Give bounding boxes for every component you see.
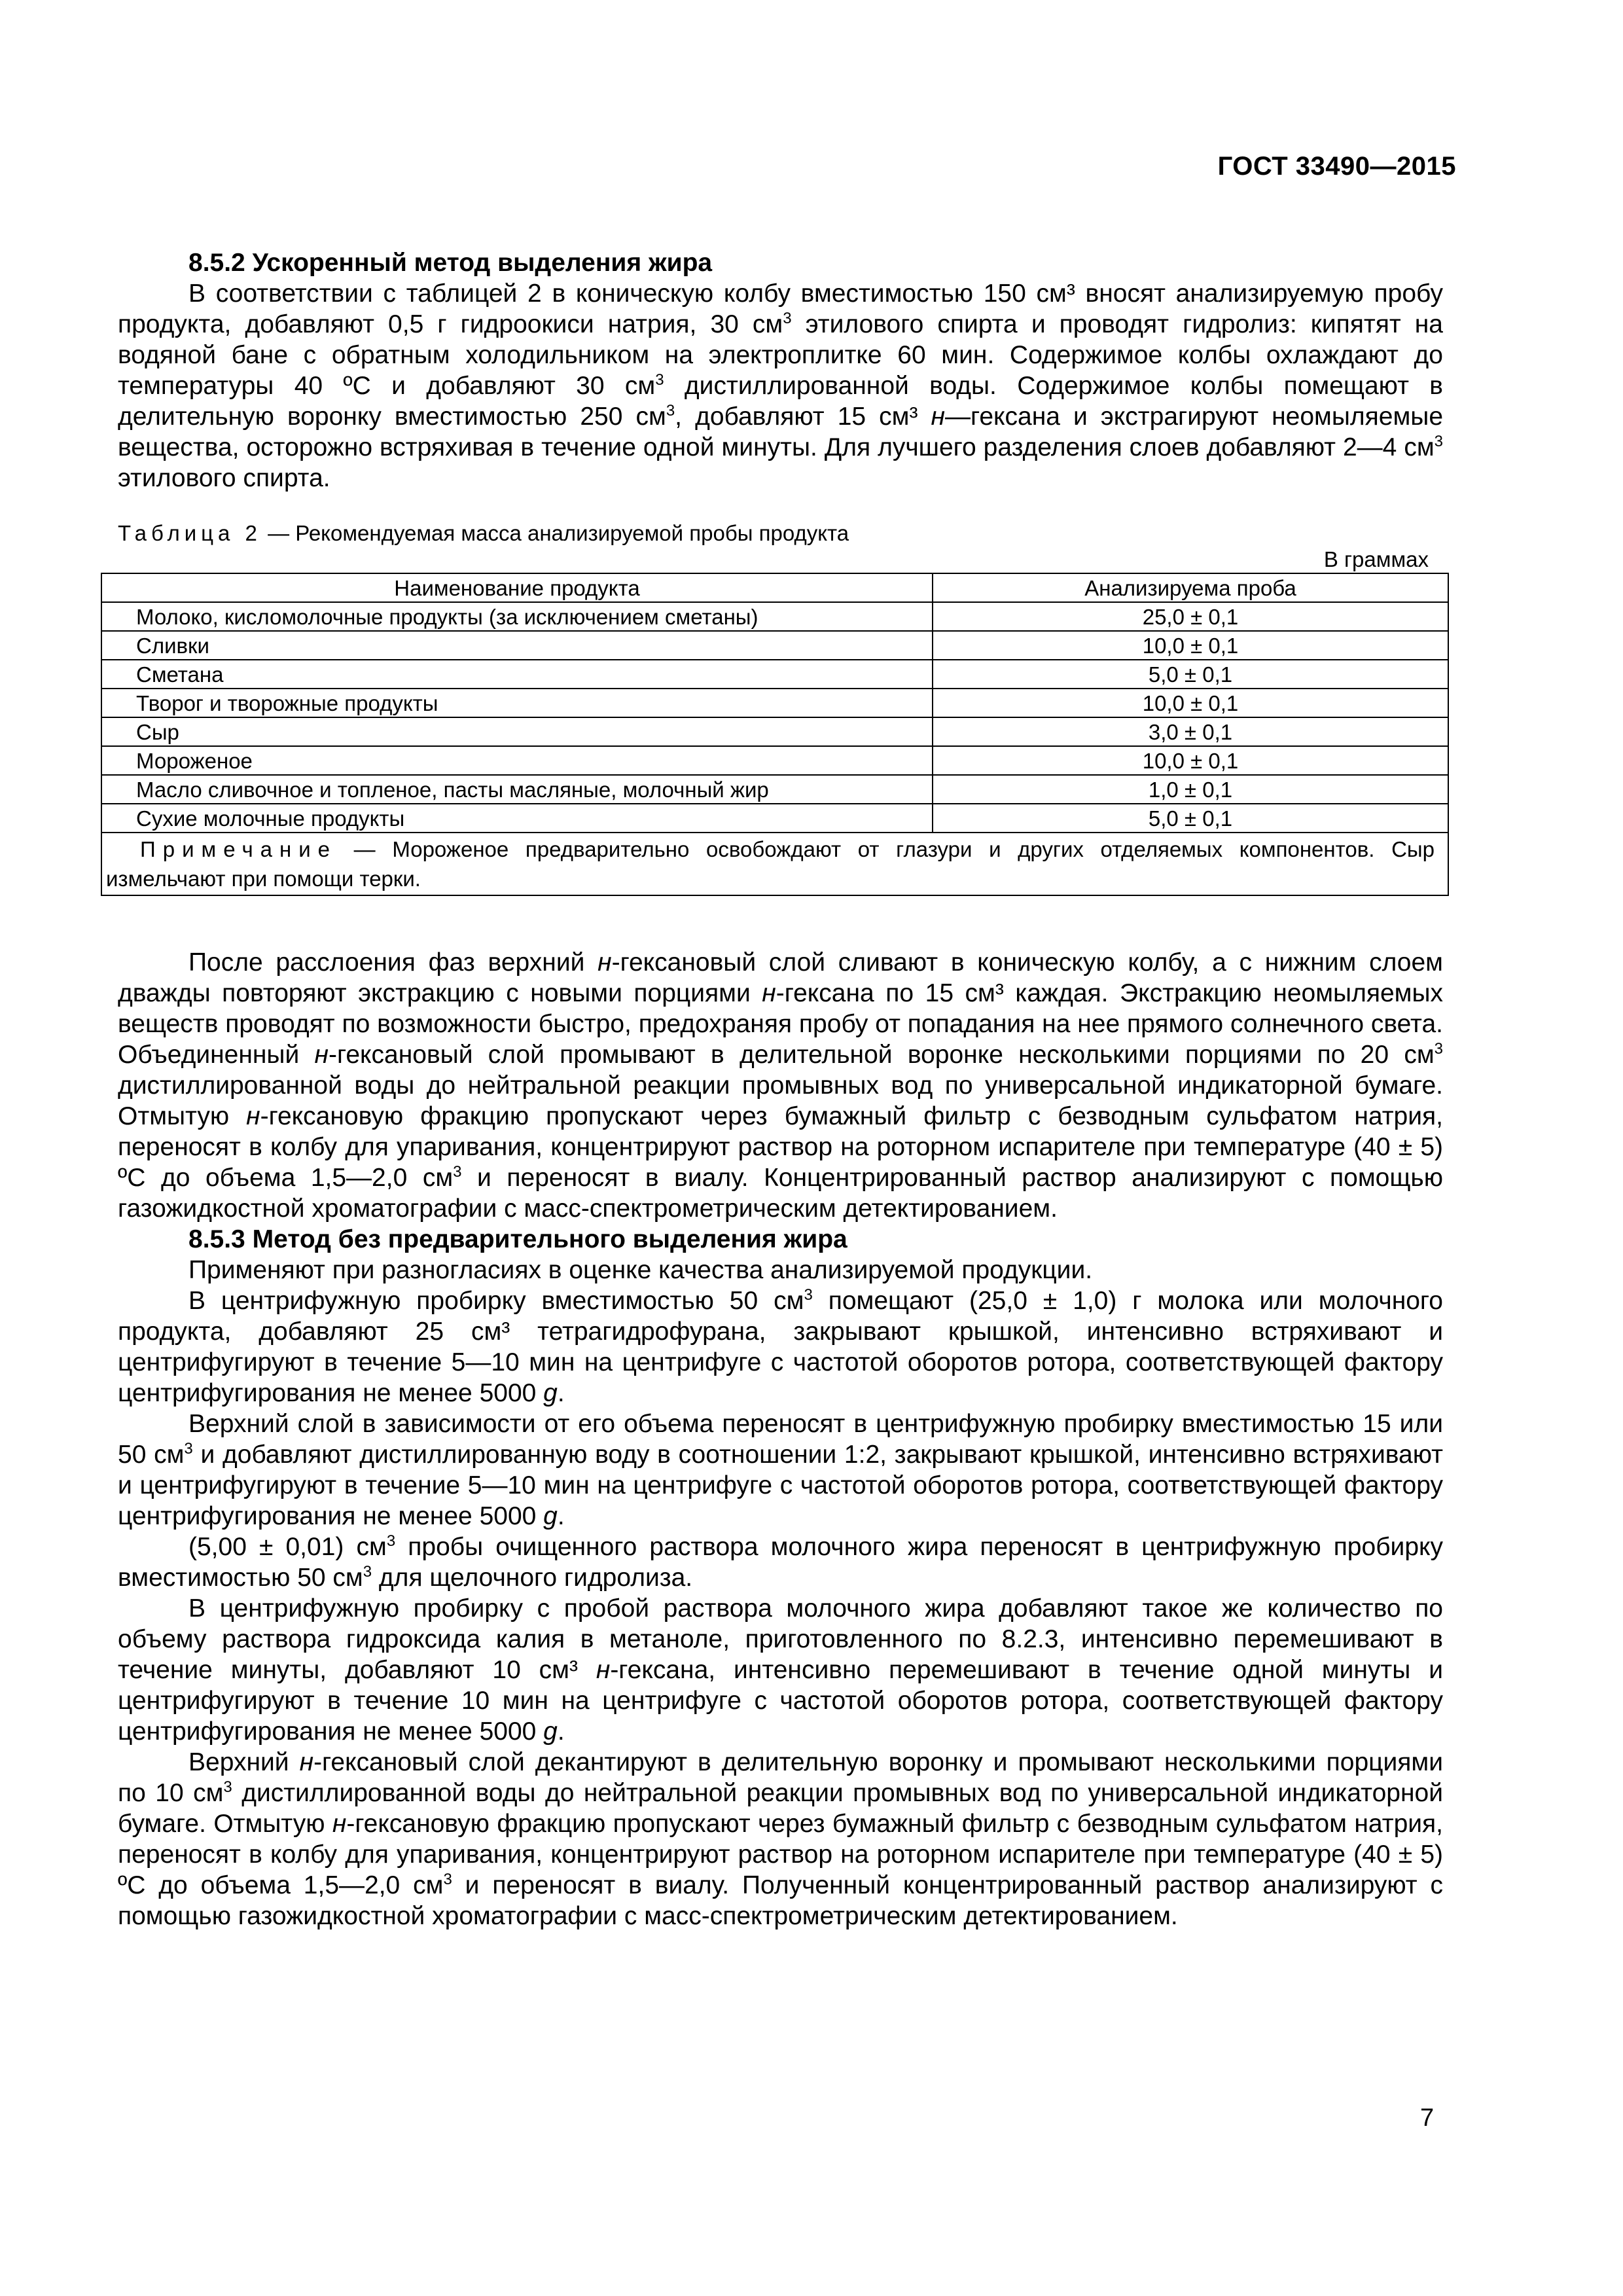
table-note — [101, 833, 1448, 895]
sample-mass-cell: 3,0 ± 0,1 — [933, 717, 1448, 746]
product-name-cell: Творог и творожные продукты — [101, 689, 933, 717]
table-row — [101, 775, 1448, 804]
page-content — [106, 247, 1444, 1931]
table-row — [101, 804, 1448, 833]
section-8-5-2-paragraph: В соответствии с таблицей 2 в коническую колбу вместимостью 150 см³ вносят анализируемую пробу продукта, добавляют 0,5 г гидроокиси натрия, 30 $см^3$ этилового спирта и проводят гидролиз: кипятят на водяной бане с обратным холодильником на электроплитке 60 мин. Содержимое колбы охлаждают до температуры 40 ºС и добавляют 30 $см^3$ дистиллированной воды. Содержимое колбы помещают в делительную воронку вместимостью 250 $см^3$, добавляют 15 см³ н—гексана и экстрагируют неомыляемые вещества, осторожно встряхивая в течение одной минуты. Для лучшего разделения слоев добавляют 2—4 $см^3$ этилового спирта. — [118, 279, 1444, 492]
sample-mass-cell: 5,0 ± 0,1 — [933, 660, 1448, 689]
product-name-cell: Мороженое — [101, 746, 933, 775]
product-name-cell: Сыр — [101, 717, 933, 746]
koh-methanol-paragraph: В центрифужную пробирку с пробой раствора молочного жира добавляют такое же количество по объему раствора гидроксида калия в метаноле, приготовленного по 8.2.3, интенсивно перемешивают в течение минуты, добавляют 10 см³ н-гексана, интенсивно перемешивают в течение одной минуты и центрифугируют в течение 10 мин на центрифуге с частотой оборотов ротора, соответствующей фактору центрифугирования не менее 5000 g. — [118, 1594, 1443, 1746]
table-2 — [101, 573, 1449, 896]
centrifuge-paragraph-1: В центрифужную пробирку вместимостью 50 $см^3$ помещают (25,0 ± 1,0) г молока или молочного продукта, добавляют 25 см³ тетрагидрофурана, закрывают крышкой, интенсивно встряхивают и центрифугируют в течение 5—10 мин на центрифуге с частотой оборотов ротора, соответствующей фактору центрифугирования не менее 5000 g. — [118, 1286, 1443, 1407]
sample-mass-cell: 25,0 ± 0,1 — [933, 602, 1448, 631]
section-8-5-3-heading: 8.5.3 Метод без предварительного выделения жира — [188, 1225, 847, 1253]
table-2-caption-title: — Рекомендуемая масса анализируемой пробы продукта — [261, 521, 849, 545]
sample-mass-cell: 1,0 ± 0,1 — [933, 775, 1448, 804]
product-name-cell: Сливки — [101, 631, 933, 660]
decant-paragraph: Верхний н-гексановый слой декантируют в делительную воронку и промывают несколькими порциями по 10 $см^3$ дистиллированной воды до нейтральной реакции промывных вод по универсальной индикаторной бумаге. Отмытую н-гексановую фракцию пропускают через бумажный фильтр с безводным сульфатом натрия, переносят в колбу для упаривания, концентрируют раствор на роторном испарителе при температуре (40 ± 5) ºС до объема 1,5—2,0 $см^3$ и переносят в виалу. Полученный концентрированный раствор анализируют с помощью газожидкостной хроматографии с масс-спектрометрическим детектированием. — [118, 1748, 1444, 1930]
table-note-lead: Примечание — [140, 837, 338, 861]
table-row — [101, 689, 1448, 717]
section-8-5-3-intro: Применяют при разногласиях в оценке качества анализируемой продукции. — [188, 1256, 1093, 1284]
table-2-units: В граммах — [1323, 547, 1429, 571]
product-name-cell: Сухие молочные продукты — [101, 804, 933, 833]
table-2-caption — [118, 520, 1443, 547]
table-row — [101, 717, 1448, 746]
table-2-caption-lead: Таблица 2 — [118, 521, 262, 545]
sample-mass-cell: 10,0 ± 0,1 — [933, 631, 1448, 660]
table-note-row — [101, 833, 1448, 895]
sample-mass-cell: 5,0 ± 0,1 — [933, 804, 1448, 833]
table-row — [101, 631, 1448, 660]
centrifuge-paragraph-2: Верхний слой в зависимости от его объема переносят в центрифужную пробирку вместимостью 15 или 50 $см^3$ и добавляют дистиллированную воду в соотношении 1:2, закрывают крышкой, интенсивно встряхивают и центрифугируют в течение 5—10 мин на центрифуге с частотой оборотов ротора, соответствующей фактору центрифугирования не менее 5000 g. — [118, 1410, 1444, 1530]
product-name-cell: Сметана — [101, 660, 933, 689]
section-8-5-2-heading: 8.5.2 Ускоренный метод выделения жира — [188, 249, 713, 277]
table-row — [101, 660, 1448, 689]
hydrolysis-paragraph: (5,00 ± 0,01) $см^3$ пробы очищенного раствора молочного жира переносят в центрифужную пробирку вместимостью 50 $см^3$ для щелочного гидролиза. — [118, 1532, 1444, 1592]
column-header-product: Наименование продукта — [101, 573, 933, 602]
table-row — [101, 602, 1448, 631]
table-header-row — [101, 573, 1448, 602]
product-name-cell: Масло сливочное и топленое, пасты масляные, молочный жир — [101, 775, 933, 804]
sample-mass-cell: 10,0 ± 0,1 — [933, 746, 1448, 775]
table-note-text: — Мороженое предварительно освобождают от глазури и других отделяемых компонентов. Сыр измельчают при помощи терки. — [106, 837, 1435, 891]
column-header-sample: Анализируема проба — [933, 573, 1448, 602]
table-row — [101, 746, 1448, 775]
extraction-paragraph: После расслоения фаз верхний н-гексановый слой сливают в коническую колбу, а с нижним слоем дважды повторяют экстракцию с новыми порциями н-гексана по 15 см³ каждая. Экстракцию неомыляемых веществ проводят по возможности быстро, предохраняя пробу от попадания на нее прямого солнечного света. Объединенный н-гексановый слой промывают в делительной воронке несколькими порциями по 20 $см^3$ дистиллированной воды до нейтральной реакции промывных вод по универсальной индикаторной бумаге. Отмытую н-гексановую фракцию пропускают через бумажный фильтр с безводным сульфатом натрия, переносят в колбу для упаривания, концентрируют раствор на роторном испарителе при температуре (40 ± 5) ºС до объема 1,5—2,0 $см^3$ и переносят в виалу. Концентрированный раствор анализируют с помощью газожидкостной хроматографии с масс-спектрометрическим детектированием. — [118, 948, 1443, 1223]
sample-mass-cell: 10,0 ± 0,1 — [933, 689, 1448, 717]
document-id-header: ГОСТ 33490—2015 — [1217, 152, 1456, 181]
page-number: 7 — [1420, 2104, 1435, 2132]
product-name-cell: Молоко, кисломолочные продукты (за исключением сметаны) — [101, 602, 933, 631]
